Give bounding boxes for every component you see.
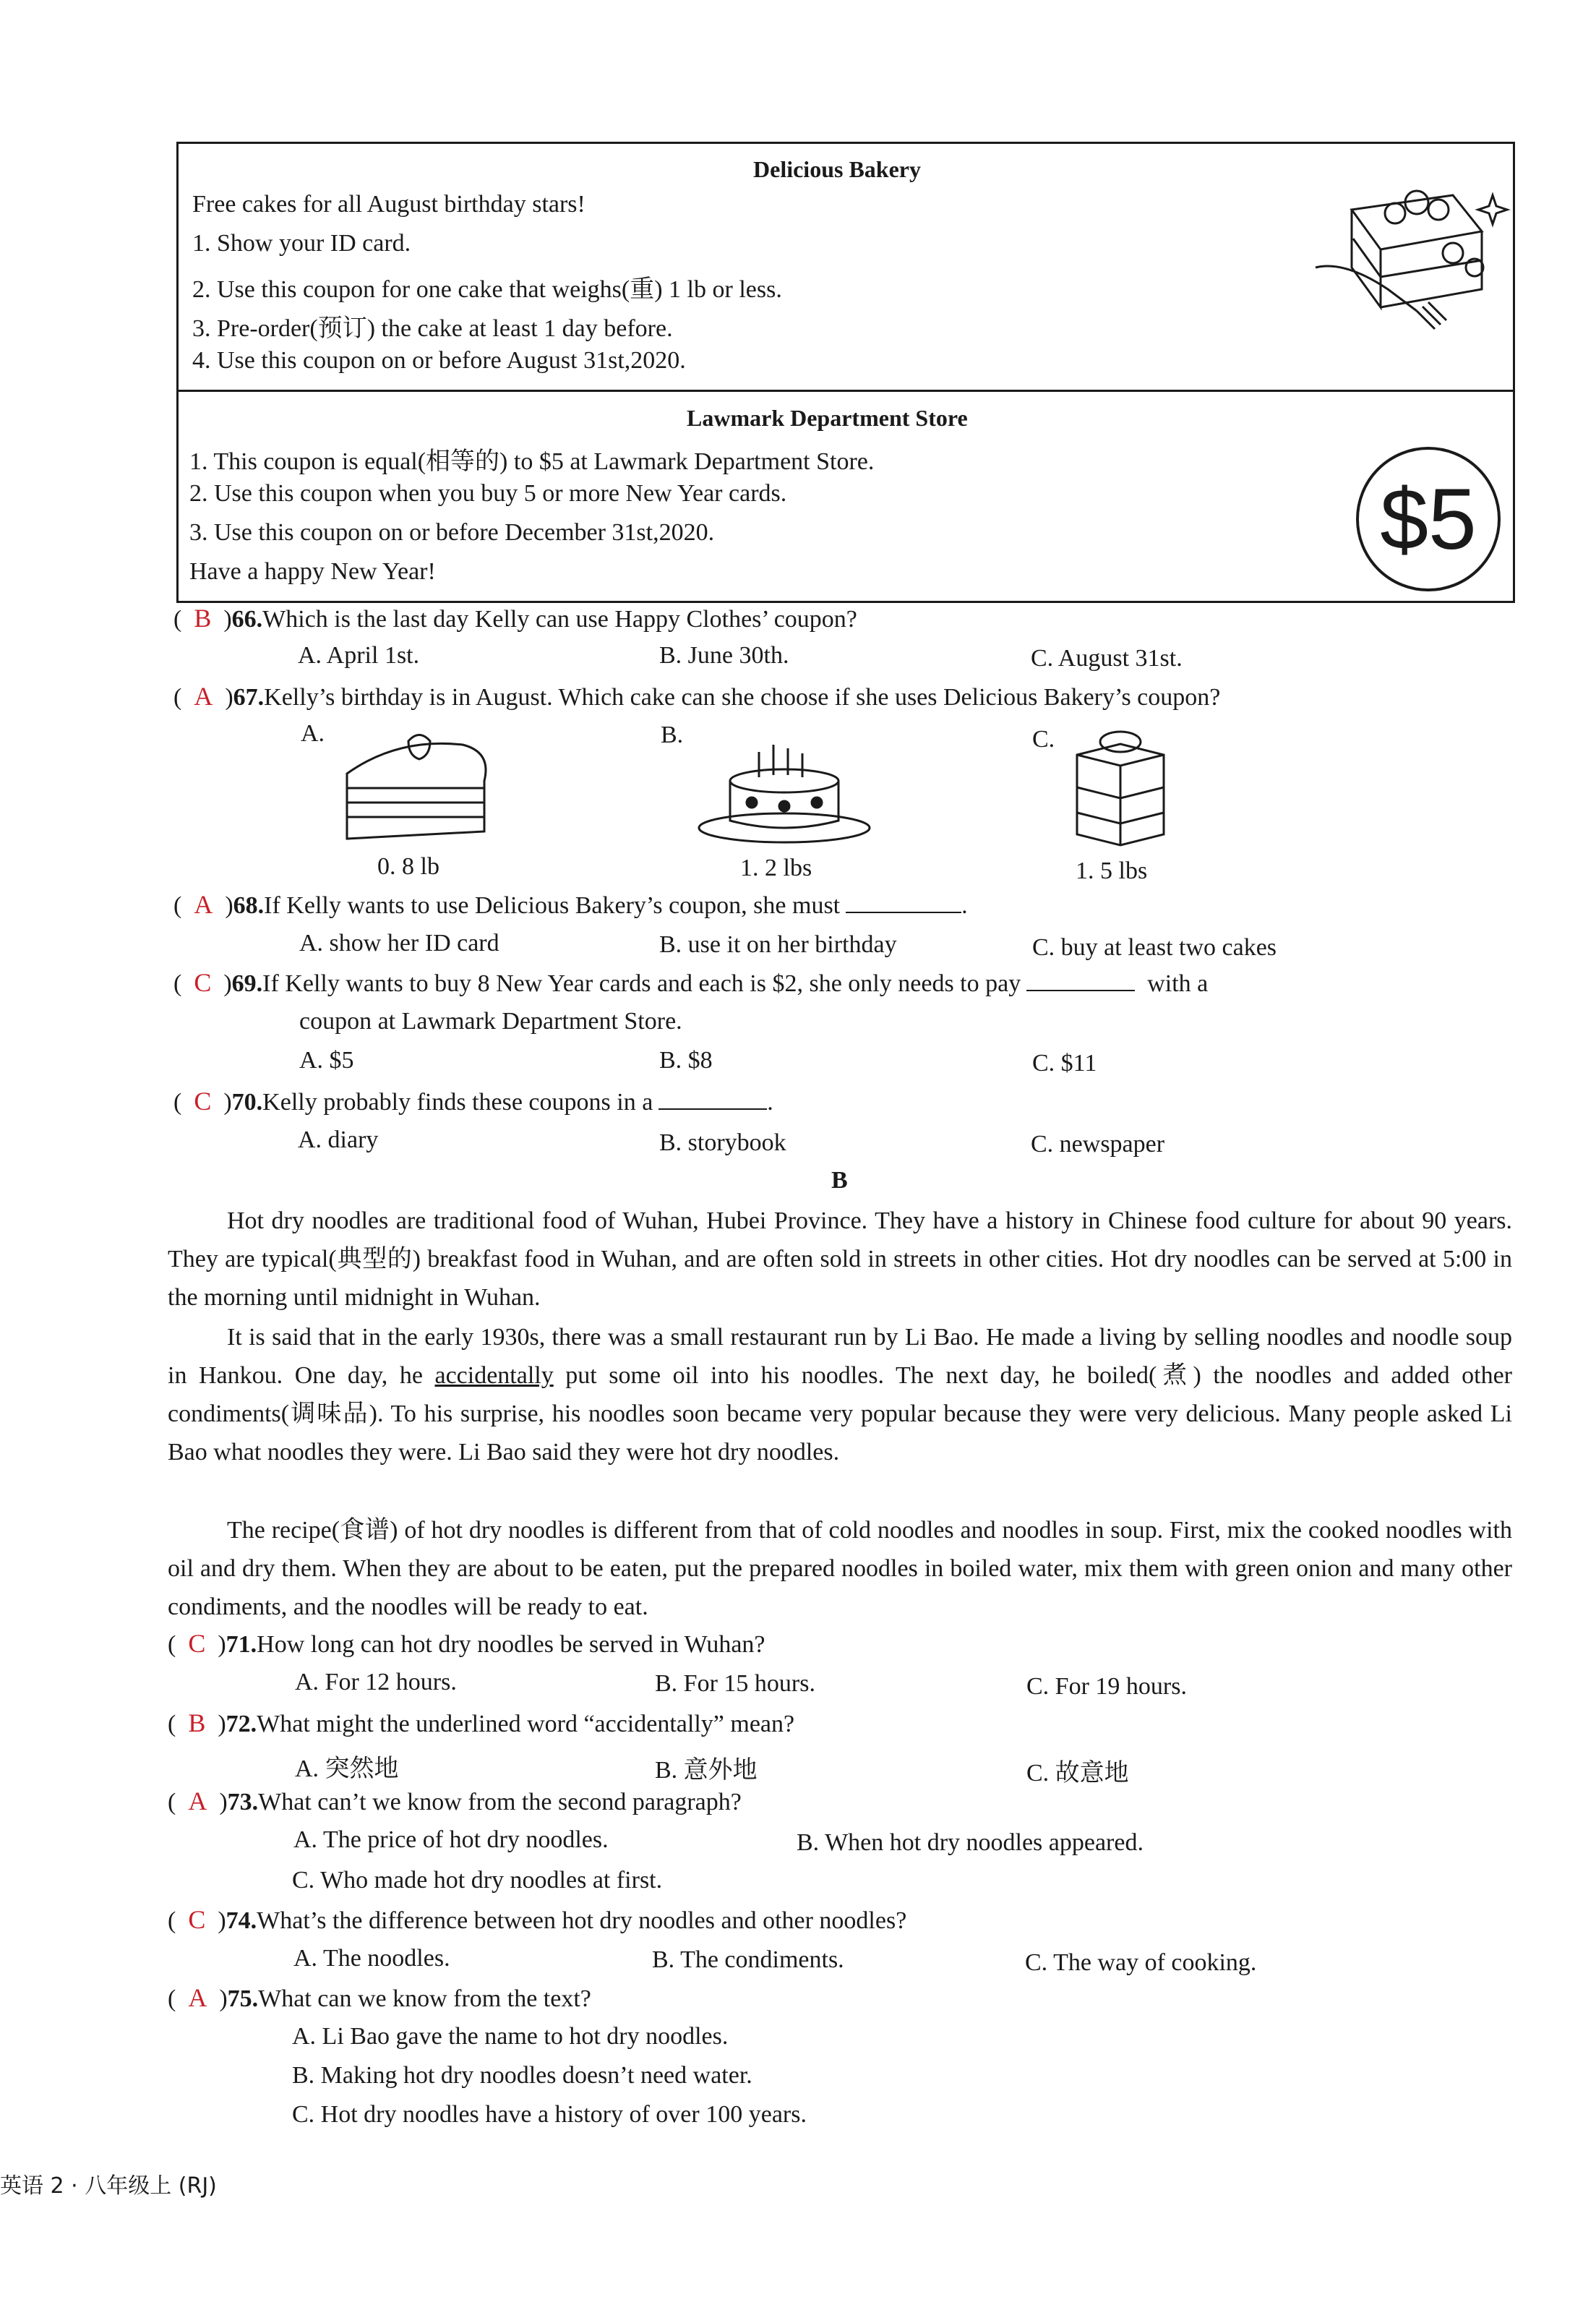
passage-paragraph-2: It is said that in the early 1930s, there was a small restaurant run by Li Bao. He made a living by selling noodles and noodle soup in Hankou. One day, he accidentally put some oil into his noodles. The next day, he boiled(煮) the noodles and added other condiments(调味品). To his surprise, his noodles soon became very popular because they were very delicious. Many people asked Li Bao what noodles they were. Li Bao said they were hot dry noodles. bbox=[168, 1324, 1512, 1466]
bakery-title: Delicious Bakery bbox=[753, 156, 921, 182]
square-cake-c-icon bbox=[1070, 726, 1171, 849]
question-75: ( A )75.What can we know from the text? bbox=[168, 1983, 591, 2012]
question-70: ( C )70.Kelly probably finds these coupons in a . bbox=[173, 1087, 773, 1116]
question-67: ( A )67.Kelly’s birthday is in August. Which cake can she choose if she uses Delicious Bakery’s coupon? bbox=[173, 682, 1221, 711]
underlined-word: accidentally bbox=[434, 1362, 554, 1389]
question-66: ( B )66.Which is the last day Kelly can use Happy Clothes’ coupon? bbox=[173, 604, 857, 633]
store-line-3: Have a happy New Year! bbox=[189, 558, 436, 585]
q70-option-c: C. newspaper bbox=[1031, 1131, 1165, 1158]
passage-paragraph-1: Hot dry noodles are traditional food of Wuhan, Hubei Province. They have a history in Chinese food culture for about 90 years. They are typical(典型的) breakfast food in Wuhan, and are often sold in streets in other cities. Hot dry noodles can be served at 5:00 in the morning until midnight in Wuhan. bbox=[168, 1207, 1512, 1311]
q69-option-c: C. $11 bbox=[1032, 1050, 1097, 1077]
q75-option-b: B. Making hot dry noodles doesn’t need water. bbox=[292, 2062, 752, 2089]
q71-option-a: A. For 12 hours. bbox=[295, 1669, 457, 1695]
question-72: ( B )72.What might the underlined word “accidentally” mean? bbox=[168, 1708, 795, 1737]
question-71: ( C )71.How long can hot dry noodles be served in Wuhan? bbox=[168, 1629, 765, 1658]
cake-weight-a: 0. 8 lb bbox=[377, 853, 439, 880]
answer-68: A bbox=[194, 890, 213, 919]
answer-70: C bbox=[194, 1087, 212, 1116]
cake-weight-c: 1. 5 lbs bbox=[1076, 857, 1148, 884]
q74-option-a: A. The noodles. bbox=[293, 1945, 450, 1972]
q70-blank bbox=[658, 1087, 767, 1110]
answer-72: B bbox=[188, 1708, 206, 1737]
section-b-label: B bbox=[831, 1167, 848, 1194]
store-title: Lawmark Department Store bbox=[687, 405, 968, 431]
question-68: ( A )68.If Kelly wants to use Delicious Bakery’s coupon, she must . bbox=[173, 890, 968, 919]
store-line-0: 1. This coupon is equal(相等的) to $5 at Lawmark Department Store. bbox=[189, 448, 875, 475]
question-73: ( A )73.What can’t we know from the second paragraph? bbox=[168, 1787, 742, 1815]
q75-option-a: A. Li Bao gave the name to hot dry noodles. bbox=[292, 2023, 729, 2050]
answer-74: C bbox=[188, 1905, 206, 1934]
q69-option-b: B. $8 bbox=[659, 1047, 713, 1074]
store-line-1: 2. Use this coupon when you buy 5 or more New Year cards. bbox=[189, 480, 787, 507]
q72-option-a: A. 突然地 bbox=[295, 1755, 399, 1782]
q73-option-a: A. The price of hot dry noodles. bbox=[293, 1826, 609, 1853]
q68-option-b: B. use it on her birthday bbox=[659, 931, 897, 958]
question-74: ( C )74.What’s the difference between hot dry noodles and other noodles? bbox=[168, 1905, 907, 1934]
store-line-2: 3. Use this coupon on or before December 31st,2020. bbox=[189, 519, 715, 546]
question-69: ( C )69.If Kelly wants to buy 8 New Year cards and each is $2, she only needs to pay with a bbox=[173, 968, 1209, 997]
q74-option-b: B. The condiments. bbox=[652, 1946, 844, 1973]
bakery-line-3: 3. Pre-order(预订) the cake at least 1 day before. bbox=[192, 315, 673, 342]
passage-paragraph-3: The recipe(食谱) of hot dry noodles is different from that of cold noodles and noodles in soup. First, mix the cooked noodles with oil and dry them. When they are about to be eaten, put the prepared noodles in boiled water, mix them with green onion and many other condiments, and the noodles will be ready to eat. bbox=[168, 1517, 1512, 1620]
q69-line2: coupon at Lawmark Department Store. bbox=[299, 1008, 682, 1035]
bakery-line-1: 1. Show your ID card. bbox=[192, 230, 411, 257]
q68-option-c: C. buy at least two cakes bbox=[1032, 934, 1277, 961]
q70-option-b: B. storybook bbox=[659, 1129, 786, 1156]
cake-slice-a-icon bbox=[340, 730, 499, 846]
q75-option-c: C. Hot dry noodles have a history of over 100 years. bbox=[292, 2101, 807, 2128]
q67-option-c-label: C. bbox=[1032, 726, 1055, 753]
answer-69: C bbox=[194, 968, 212, 997]
q70-option-a: A. diary bbox=[298, 1126, 379, 1153]
cake-fork-icon bbox=[1308, 181, 1518, 347]
q73-option-c: C. Who made hot dry noodles at first. bbox=[292, 1867, 663, 1894]
birthday-cake-b-icon bbox=[694, 730, 875, 846]
page-footer: 英语 2 · 八年级上 (RJ) bbox=[0, 2173, 217, 2199]
q67-option-a-label: A. bbox=[301, 720, 325, 747]
q67-option-b-label: B. bbox=[661, 722, 684, 748]
answer-73: A bbox=[188, 1787, 207, 1815]
q74-option-c: C. The way of cooking. bbox=[1025, 1949, 1257, 1976]
q68-blank bbox=[846, 890, 961, 913]
q71-option-b: B. For 15 hours. bbox=[655, 1670, 815, 1697]
answer-66: B bbox=[194, 604, 212, 633]
answer-71: C bbox=[188, 1629, 206, 1658]
q66-option-a: A. April 1st. bbox=[298, 642, 420, 669]
answer-75: A bbox=[188, 1983, 207, 2012]
answer-67: A bbox=[194, 682, 213, 711]
q66-option-b: B. June 30th. bbox=[659, 642, 789, 669]
cake-weight-b: 1. 2 lbs bbox=[740, 855, 812, 881]
coupon-divider bbox=[179, 390, 1513, 392]
q72-option-b: B. 意外地 bbox=[655, 1757, 758, 1784]
bakery-line-0: Free cakes for all August birthday stars! bbox=[192, 191, 585, 218]
q66-option-c: C. August 31st. bbox=[1031, 645, 1183, 672]
q71-option-c: C. For 19 hours. bbox=[1026, 1673, 1187, 1700]
q73-option-b: B. When hot dry noodles appeared. bbox=[797, 1829, 1144, 1856]
q69-blank bbox=[1026, 968, 1135, 991]
q68-option-a: A. show her ID card bbox=[299, 930, 499, 957]
q72-option-c: C. 故意地 bbox=[1026, 1760, 1129, 1787]
bakery-line-2: 2. Use this coupon for one cake that weighs(重) 1 lb or less. bbox=[192, 276, 782, 303]
q69-option-a: A. $5 bbox=[299, 1047, 354, 1074]
bakery-line-4: 4. Use this coupon on or before August 31st,2020. bbox=[192, 347, 686, 374]
five-dollar-badge: $5 bbox=[1356, 447, 1501, 591]
